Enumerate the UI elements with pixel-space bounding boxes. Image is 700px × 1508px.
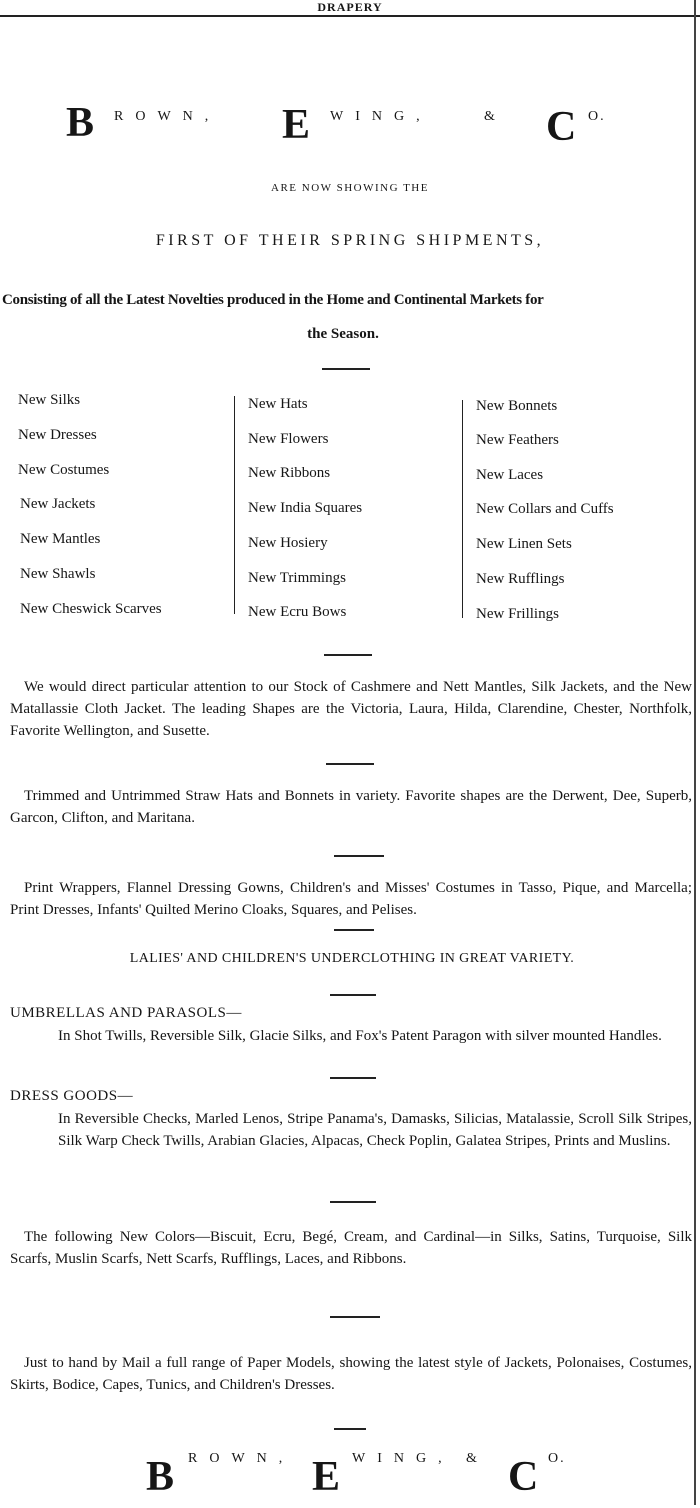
divider-10 [334,1428,366,1430]
list-item: New Rufflings [476,571,565,587]
paragraph-hats: Trimmed and Untrimmed Straw Hats and Bonnets in variety. Favorite shapes are the Derwent, Dee, Superb, Garcon, Clifton, and Maritana. [10,788,692,826]
divider-7 [330,1077,376,1079]
list-item: New Linen Sets [476,536,572,552]
divider-2 [324,654,372,656]
divider-5 [334,929,374,931]
umbrellas-label: UMBRELLAS AND PARASOLS— [10,1005,242,1021]
intro-line-2: FIRST OF THEIR SPRING SHIPMENTS, [155,232,545,249]
paragraph-colors: The following New Colors—Biscuit, Ecru, Begé, Cream, and Cardinal—in Silks, Satins, Turquoise, Silk Scarfs, Muslin Scarfs, Nett Scarfs, Rufflings, Laces, and Ribbons. [10,1229,692,1267]
divider-4 [334,855,384,857]
intro-line-1: ARE NOW SHOWING THE [271,182,429,194]
divider-1 [322,368,370,370]
list-item: New Dresses [18,427,97,443]
list-item: New Bonnets [476,398,558,414]
list-item: New Frillings [476,606,559,622]
list-item: New Costumes [18,462,110,478]
intro-line-4: the Season. [307,326,379,342]
section-header: DRAPERY [317,0,383,14]
firm-word-rown: ROWN, [114,109,221,124]
list-item: New Cheswick Scarves [20,601,162,617]
paragraph-models: Just to hand by Mail a full range of Paper Models, showing the latest style of Jackets, Polonaises, Costumes, Skirts, Bodice, Capes, Tunics, and Children's Dresses. [10,1355,692,1393]
divider-8 [330,1201,376,1203]
list-item: New Silks [18,392,81,408]
divider-6 [330,994,376,996]
paragraph-wrappers: Print Wrappers, Flannel Dressing Gowns, Children's and Misses' Costumes in Tasso, Pique, and Marcella; Print Dresses, Infants' Quilted Merino Cloaks, Squares, and Pelises. [10,880,692,918]
list-item: New Collars and Cuffs [476,501,614,517]
list-item: New Shawls [20,566,96,582]
dress-goods-description: In Reversible Checks, Marled Lenos, Stripe Panama's, Damasks, Silicias, Matalassie, Scroll Silk Stripes, Silk Warp Check Twills, Arabian Glacies, Alpacas, Check Poplin, Galatea Stripes, Prints and Muslins. [58,1111,692,1149]
column-divider-1 [234,396,235,614]
firm-word-o: O. [588,109,606,124]
divider-9 [330,1316,380,1318]
firm-initial-c: C [546,104,577,150]
list-item: New Mantles [20,531,101,547]
umbrellas-description: In Shot Twills, Reversible Silk, Glacie Silks, and Fox's Patent Paragon with silver mounted Handles. [58,1028,662,1044]
list-item: New Ecru Bows [248,604,347,620]
list-item: New Ribbons [248,465,331,481]
list-item: New India Squares [248,500,363,516]
list-item: New Flowers [248,431,329,447]
firm-name-top [0,98,700,158]
firm-word-rown: ROWN, [188,1451,295,1466]
firm-initial-e: E [312,1454,341,1500]
firm-initial-c: C [508,1454,539,1500]
firm-ampersand: & [484,109,507,124]
list-item: New Hosiery [248,535,328,551]
dress-goods-label: DRESS GOODS— [10,1088,134,1104]
firm-ampersand: & [466,1451,489,1466]
list-item: New Feathers [476,432,559,448]
list-item: New Laces [476,467,544,483]
firm-name-bottom [0,1448,700,1508]
divider-3 [326,763,374,765]
firm-word-wing: WING, [330,109,432,124]
underclothing-heading: LALIES' AND CHILDREN'S UNDERCLOTHING IN GREAT VARIETY. [129,951,575,966]
header-rule [0,15,700,17]
intro-line-3: Consisting of all the Latest Novelties produced in the Home and Continental Markets for [2,292,544,308]
list-item: New Trimmings [248,570,346,586]
firm-initial-b: B [66,100,95,146]
column-divider-2 [462,400,463,618]
list-item: New Hats [248,396,308,412]
firm-word-o: O. [548,1451,566,1466]
firm-initial-b: B [146,1454,175,1500]
column-edge-rule [694,0,696,1505]
firm-word-wing: WING, [352,1451,454,1466]
paragraph-mantles: We would direct particular attention to our Stock of Cashmere and Nett Mantles, Silk Jackets, and the New Matallassie Cloth Jacket. The leading Shapes are the Victoria, Laura, Hilda, Clarendine, Chester, Northfolk, Favorite Wellington, and Susette. [10,679,692,739]
firm-initial-e: E [282,102,311,148]
list-item: New Jackets [20,496,96,512]
